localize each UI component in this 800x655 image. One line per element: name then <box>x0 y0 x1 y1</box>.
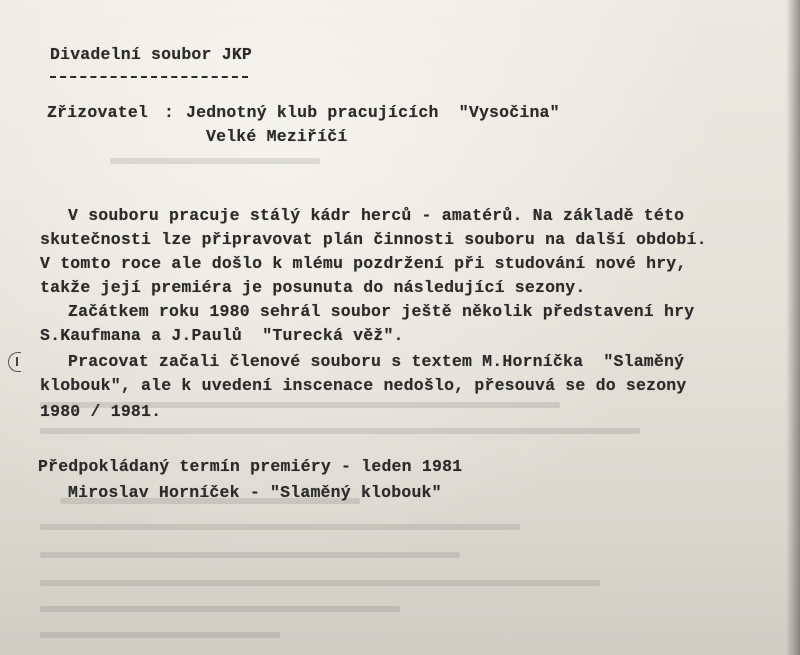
founder-city: Velké Meziříčí <box>206 127 348 146</box>
paragraph-line: S.Kaufmana a J.Paulů "Turecká věž". <box>40 326 404 345</box>
paragraph-line: V tomto roce ale došlo k mlému pozdržení při studování nové hry, <box>40 254 687 273</box>
paragraph-line: klobouk", ale k uvedení inscenace nedošlo, přesouvá se do sezony <box>40 376 687 395</box>
founder-separator: : <box>164 103 175 122</box>
paragraph-line: Začátkem roku 1980 sehrál soubor ještě několik představení hry <box>68 302 695 321</box>
margin-pencil-mark <box>8 352 21 372</box>
paragraph-line: 1980 / 1981. <box>40 402 162 421</box>
premiere-play: Miroslav Horníček - "Slaměný klobouk" <box>68 483 442 502</box>
paragraph-line: V souboru pracuje stálý kádr herců - amatérů. Na základě této <box>68 206 685 225</box>
document-title: Divadelní soubor JKP <box>50 45 253 64</box>
founder-label: Zřizovatel <box>47 103 149 122</box>
paragraph-line: Pracovat začali členové souboru s textem M.Horníčka "Slaměný <box>68 352 685 371</box>
paragraph-line: skutečnosti lze připravovat plán činnosti souboru na další období. <box>40 230 707 249</box>
premiere-date: Předpokládaný termín premiéry - leden 1981 <box>38 457 463 476</box>
title-underline <box>50 76 248 78</box>
founder-name: Jednotný klub pracujících "Vysočina" <box>186 103 560 122</box>
paragraph-line: takže její premiéra je posunuta do následující sezony. <box>40 278 586 297</box>
